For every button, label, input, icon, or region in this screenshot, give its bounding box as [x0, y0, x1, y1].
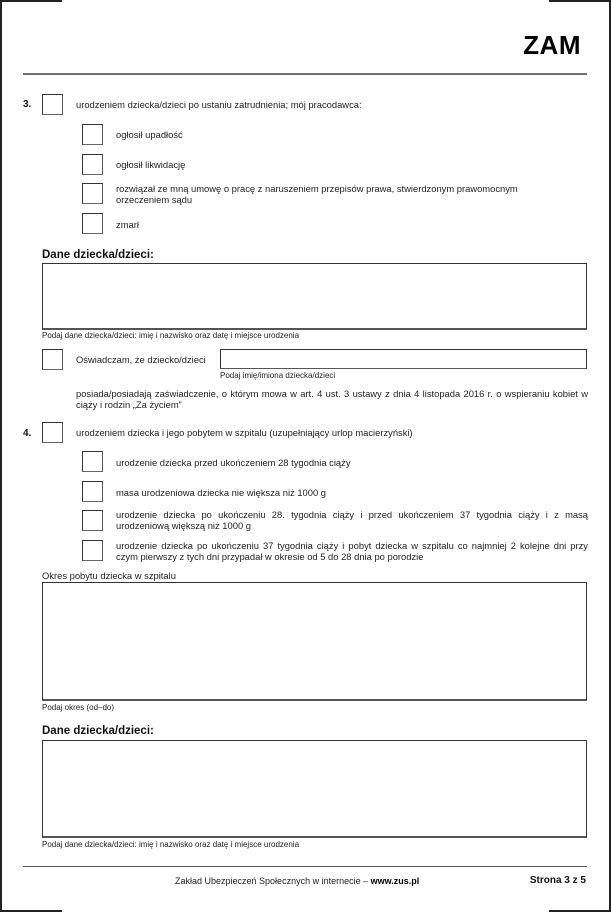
- footer-org-text: Zakład Ubezpieczeń Społecznych w internecie –: [175, 876, 371, 886]
- declaration-checkbox[interactable]: [42, 349, 63, 370]
- section-3-option-4-label: zmarł: [116, 219, 139, 230]
- section-4-child-data-field[interactable]: [42, 740, 587, 838]
- section-3-option-2-checkbox[interactable]: [82, 154, 103, 175]
- corner-mark-top-right: [549, 0, 611, 2]
- footer-website-link[interactable]: www.zus.pl: [370, 876, 420, 886]
- section-4-label: urodzeniem dziecka i jego pobytem w szpitalu (uzupełniający urlop macierzyński): [76, 427, 413, 438]
- declaration-continuation: posiada/posiadają zaświadczenie, o którym mowa w art. 4 ust. 3 ustawy z dnia 4 listopada 2016 r. o wspieraniu kobiet w ciąży i rodzin „Za życiem”: [76, 388, 588, 410]
- section-3-child-data-field[interactable]: [42, 263, 587, 330]
- section-4-option-2-label: masa urodzeniowa dziecka nie większa niż 1000 g: [116, 487, 327, 498]
- section-3-option-1-label: ogłosił upadłość: [116, 129, 183, 140]
- corner-mark-top-left: [0, 0, 62, 2]
- section-3-option-1-checkbox[interactable]: [82, 124, 103, 145]
- hospital-period-heading: Okres pobytu dziecka w szpitalu: [42, 570, 176, 581]
- section-3-checkbox[interactable]: [42, 94, 63, 115]
- section-4-child-data-heading: Dane dziecka/dzieci:: [42, 725, 154, 737]
- section-4-option-3-checkbox[interactable]: [82, 510, 103, 531]
- section-4-option-4-checkbox[interactable]: [82, 540, 103, 561]
- section-4-option-1-label: urodzenie dziecka przed ukończeniem 28 tygodnia ciąży: [116, 457, 351, 468]
- hospital-period-field[interactable]: [42, 582, 587, 701]
- declaration-label: Oświadczam, że dziecko/dzieci: [76, 354, 206, 365]
- declaration-child-name-hint: Podaj imię/imiona dziecka/dzieci: [220, 371, 336, 380]
- section-4-option-4-label: urodzenie dziecka po ukończeniu 37 tygodnia ciąży i pobyt dziecka w szpitalu co najmniej 2 kolejne dni przy czym pierwszy z tych dni przypadał w okresie od 5 do 28 dnia po porodzie: [116, 540, 588, 562]
- footer-divider: [23, 866, 587, 867]
- section-4-option-1-checkbox[interactable]: [82, 451, 103, 472]
- section-4-number: 4.: [23, 428, 32, 439]
- section-3-option-3-label: rozwiązał ze mną umowę o pracę z naruszeniem przepisów prawa, stwierdzonym prawomocnym orzeczeniem sądu: [116, 183, 518, 205]
- section-3-option-4-checkbox[interactable]: [82, 213, 103, 234]
- form-code: ZAM: [523, 30, 581, 60]
- section-3-label: urodzeniem dziecka/dzieci po ustaniu zatrudnienia; mój pracodawca:: [76, 99, 362, 110]
- section-4-option-2-checkbox[interactable]: [82, 481, 103, 502]
- section-4-option-3-label: urodzenie dziecka po ukończeniu 28. tygodnia ciąży i przed ukończeniem 37 tygodnia ciąży i z masą urodzeniową większą niż 1000 g: [116, 509, 588, 531]
- section-4-child-data-hint: Podaj dane dziecka/dzieci: imię i nazwisko oraz datę i miejsce urodzenia: [42, 840, 300, 849]
- section-3-option-3-checkbox[interactable]: [82, 183, 103, 204]
- section-3-child-data-heading: Dane dziecka/dzieci:: [42, 249, 154, 261]
- page-number: Strona 3 z 5: [529, 875, 586, 886]
- section-3-option-2-label: ogłosił likwidację: [116, 159, 186, 170]
- section-4-checkbox[interactable]: [42, 422, 63, 443]
- hospital-period-hint: Podaj okres (od–do): [42, 703, 115, 712]
- section-3-child-data-hint: Podaj dane dziecka/dzieci: imię i nazwisko oraz datę i miejsce urodzenia: [42, 331, 300, 340]
- declaration-child-name-field[interactable]: [220, 349, 587, 369]
- footer-text: [175, 876, 419, 886]
- header-divider: [23, 73, 587, 75]
- section-3-number: 3.: [23, 99, 32, 110]
